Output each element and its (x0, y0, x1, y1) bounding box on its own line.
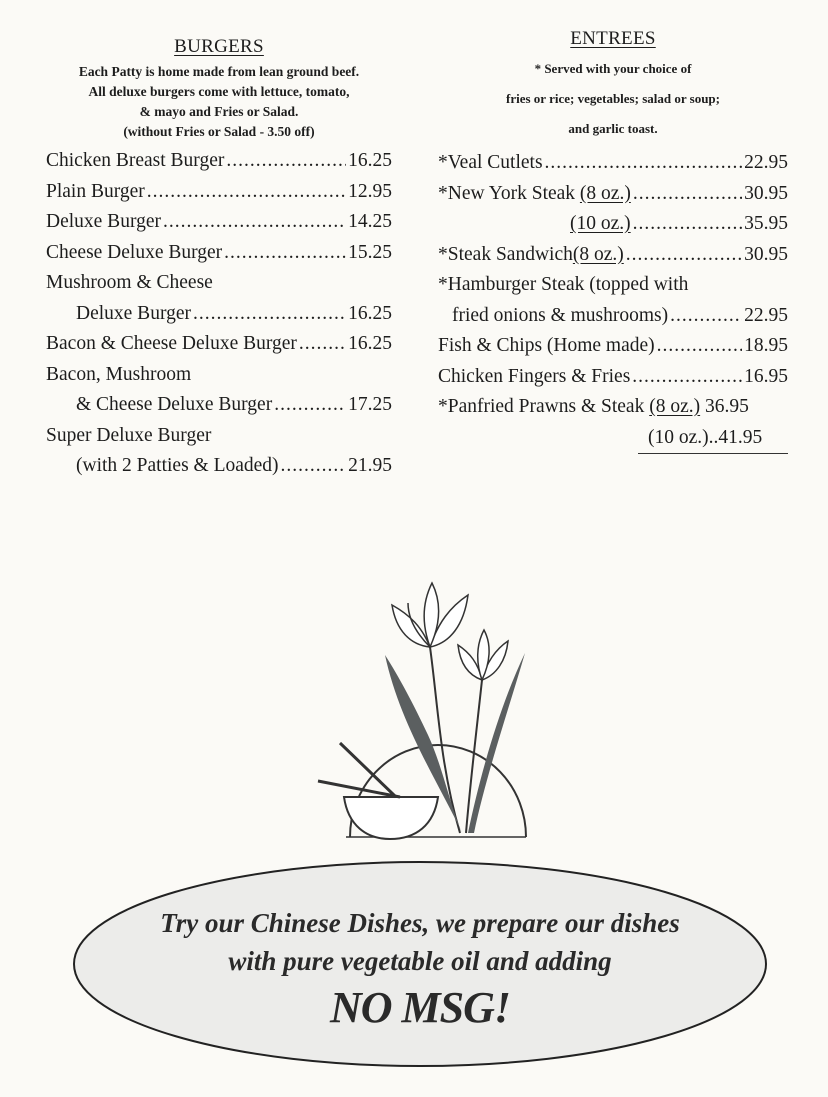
burgers-description: Each Patty is home made from lean ground beef. All deluxe burgers come with lettuce, tomato, & mayo and Fries or Salad. (without Fries or Salad - 3.50 off) (78, 64, 360, 139)
tulip-icon (392, 583, 468, 647)
burgers-heading: BURGERS (174, 36, 264, 57)
menu-item: *Panfried Prawns & Steak (8 oz.) 36.95 (438, 392, 788, 423)
menu-item: fried onions & mushrooms) ..... 22.95 (438, 301, 788, 332)
size-label: (10 oz.) (570, 213, 631, 234)
menu-item: Chicken Fingers & Fries ..... 16.95 (438, 362, 788, 393)
chopstick-icon (340, 743, 396, 797)
entrees-description: * Served with your choice of fries or rice; vegetables; salad or soup; and garlic toast. (506, 61, 720, 136)
menu-item: *Veal Cutlets ..... 22.95 (438, 148, 788, 179)
menu-item-name: Bacon, Mushroom (46, 363, 192, 385)
menu-item: Cheese Deluxe Burger ..... 15.25 (46, 238, 392, 269)
menu-item: Deluxe Burger ..... 16.25 (46, 299, 392, 330)
menu-item: Fish & Chips (Home made) ..... 18.95 (438, 331, 788, 362)
burgers-section (46, 28, 392, 482)
slogan-line-2: with pure vegetable oil and adding (228, 946, 612, 976)
menu-item: Chicken Breast Burger ..... 16.25 (46, 146, 392, 177)
menu-item-name: Mushroom & Cheese (46, 272, 213, 293)
slogan-line-1: Try our Chinese Dishes, we prepare our dishes (160, 908, 680, 938)
flower-bowl-illustration (310, 575, 540, 845)
menu-item-name: *Hamburger Steak (topped with (438, 274, 689, 295)
menu-item: Plain Burger ..... 12.95 (46, 177, 392, 208)
size-label: (8 oz.) (579, 182, 631, 204)
entrees-heading: ENTREES (570, 28, 656, 49)
menu-item-name: Super Deluxe Burger (46, 424, 212, 446)
tulip-icon (458, 630, 508, 680)
leaf-icon (468, 653, 525, 833)
menu-item: Deluxe Burger ..... 14.25 (46, 207, 392, 238)
size-label: (8 oz.) (572, 243, 624, 265)
menu-item: (with 2 Patties & Loaded) ..... 21.95 (46, 451, 392, 482)
size-label: (8 oz.) (649, 396, 701, 417)
menu-item: Bacon & Cheese Deluxe Burger ..... 16.25 (46, 329, 392, 360)
menu-item: (10 oz.) .. 41.95 (638, 423, 788, 455)
bowl-icon (344, 797, 438, 839)
menu-item: & Cheese Deluxe Burger ..... 17.25 (46, 390, 392, 421)
slogan-no-msg: NO MSG! (329, 983, 511, 1032)
slogan-banner (70, 858, 770, 1070)
menu-item: (10 oz.) ..... 35.95 (438, 209, 788, 240)
entrees-section (438, 28, 788, 454)
menu-item: *Steak Sandwich (8 oz.) ..... 30.95 (438, 240, 788, 271)
menu-item: *New York Steak (8 oz.) ..... 30.95 (438, 179, 788, 210)
size-label: (10 oz.) (648, 426, 709, 448)
